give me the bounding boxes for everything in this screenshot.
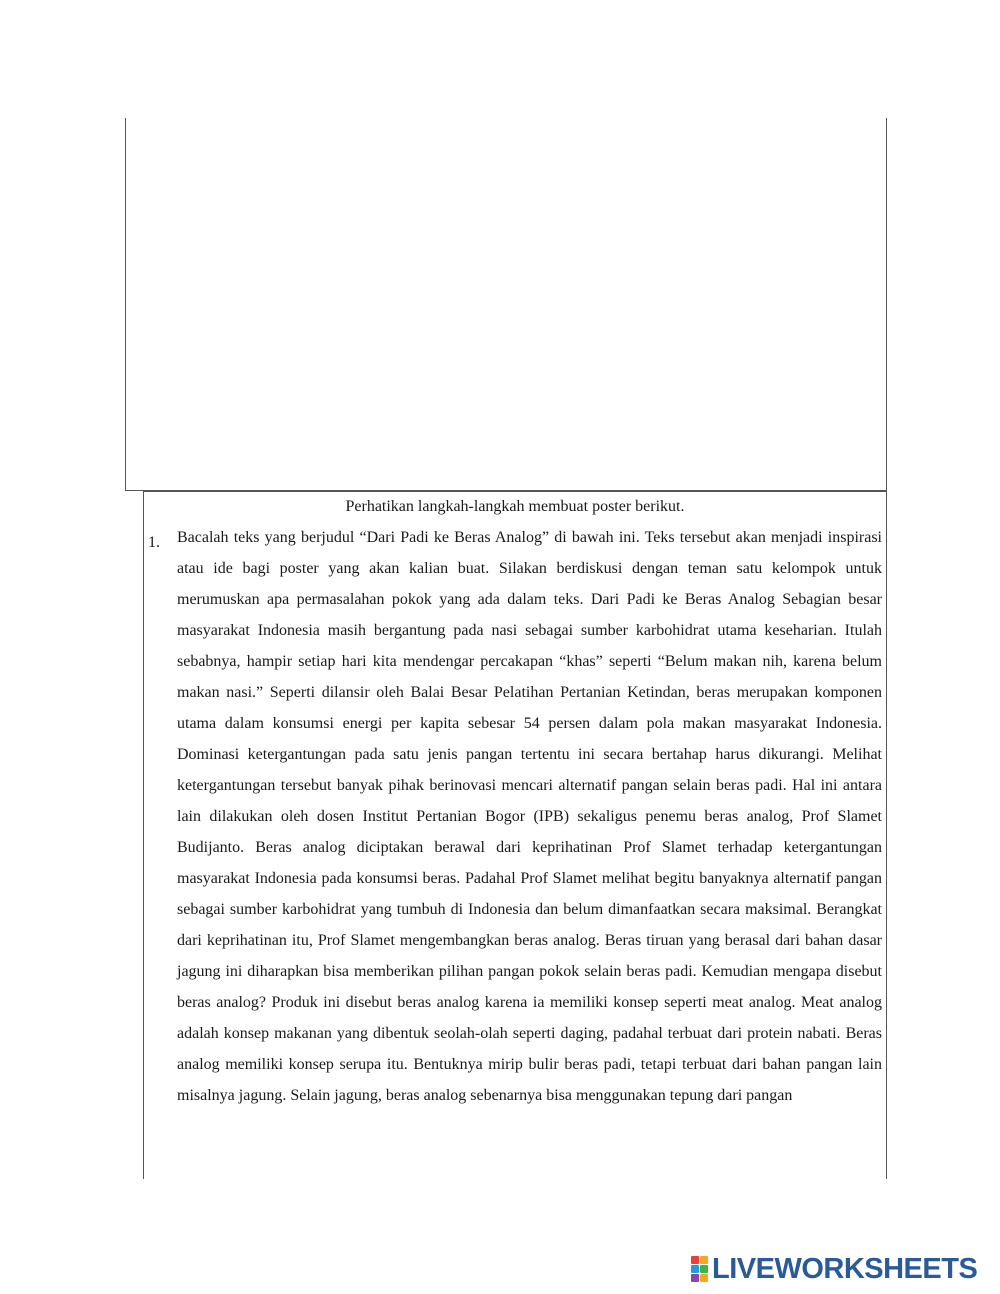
logo-square-1 (691, 1256, 699, 1264)
liveworksheets-logo-icon (691, 1256, 709, 1282)
list-item-text: Bacalah teks yang berjudul “Dari Padi ke Beras Analog” di bawah ini. Teks tersebut akan menjadi inspirasi atau ide bagi poster yang akan kalian buat. Silakan berdiskusi dengan teman satu kelompok untuk merumuskan apa permasalahan pokok yang ada dalam teks. Dari Padi ke Beras Analog Sebagian besar masyarakat Indonesia masih bergantung pada nasi sebagai sumber karbohidrat utama keseharian. Itulah sebabnya, hampir setiap hari kita mendengar percakapan “khas” seperti “Belum makan nih, karena belum makan nasi.” Seperti dilansir oleh Balai Besar Pelatihan Pertanian Ketindan, beras merupakan komponen utama dalam konsumsi energi per kapita sebesar 54 persen dalam pola makan masyarakat Indonesia. Dominasi ketergantungan pada satu jenis pangan tertentu ini secara bertahap harus dikurangi. Melihat ketergantungan tersebut banyak pihak berinovasi mencari alternatif pangan selain beras padi. Hal ini antara lain dilakukan oleh dosen Institut Pertanian Bogor (IPB) sekaligus penemu beras analog, Prof Slamet Budijanto. Beras analog diciptakan berawal dari keprihatinan Prof Slamet terhadap ketergantungan masyarakat Indonesia pada konsumsi beras. Padahal Prof Slamet melihat begitu banyaknya alternatif pangan sebagai sumber karbohidrat yang tumbuh di Indonesia dan belum dimanfaatkan secara maksimal. Berangkat dari keprihatinan itu, Prof Slamet mengembangkan beras analog. Beras tiruan yang berasal dari bahan dasar jagung ini diharapkan bisa memberikan pilihan pangan pokok selain beras padi. Kemudian mengapa disebut beras analog? Produk ini disebut beras analog karena ia memiliki konsep seperti meat analog. Meat analog adalah konsep makanan yang dibentuk seolah-olah seperti daging, padahal terbuat dari protein nabati. Beras analog memiliki konsep serupa itu. Bentuknya mirip bulir beras padi, tetapi terbuat dari bahan pangan lain misalnya jagung. Selain jagung, beras analog sebenarnya bisa menggunakan tepung dari pangan (177, 529, 882, 1104)
answer-box (125, 118, 887, 491)
liveworksheets-brand (691, 1253, 977, 1285)
list-item-number: 1. (148, 534, 160, 551)
brand-name: LIVEWORKSHEETS (712, 1252, 978, 1285)
instruction-heading: Perhatikan langkah-langkah membuat poster berikut. (345, 498, 685, 515)
logo-square-4 (700, 1265, 708, 1273)
logo-square-5 (691, 1274, 699, 1282)
logo-square-3 (691, 1265, 699, 1273)
logo-square-6 (700, 1274, 708, 1282)
list-item (148, 522, 882, 1111)
logo-square-2 (700, 1256, 708, 1264)
